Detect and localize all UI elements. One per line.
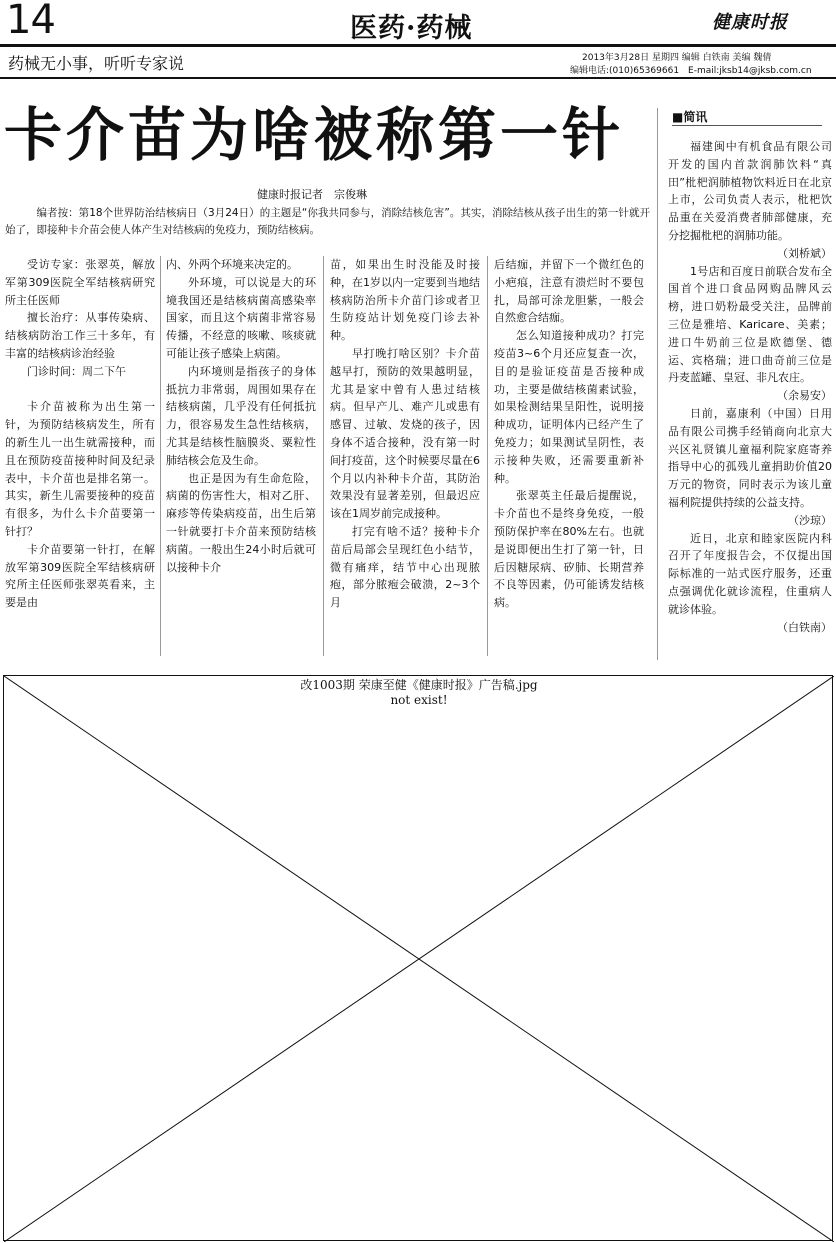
paragraph: 内环境则是指孩子的身体抵抗力非常弱，周围如果存在结核病菌，几乎没有任何抵抗力，很容易发生急性结核病，尤其是结核性脑膜炎、粟粒性肺结核会危及生命。: [166, 364, 316, 467]
article-column-2: [166, 256, 316, 576]
editor-note: 编者按：第18个世界防治结核病日（3月24日）的主题是“你我共同参与，消除结核危害”。其实，消除结核从孩子出生的第一针就开始了，即接种卡介苗会使人体产生对结核病的免疫力，预防结核病。: [5, 207, 650, 236]
paragraph: 早打晚打啥区别？卡介苗越早打，预防的效果越明显，尤其是家中曾有人患过结核病。但早产儿、难产儿或患有感冒、过敏、发烧的孩子，因身体不适合接种，没有第一时间打疫苗，这个时候要尽量在6个月以内补种卡介苗，其防治效果没有显著差别，但最迟应该在1周岁前完成接种。: [330, 346, 480, 521]
article-column-3: [330, 256, 480, 612]
column-divider: [323, 256, 324, 656]
page-number: 14: [6, 0, 55, 43]
brief-author: （余易安）: [777, 389, 832, 403]
expert-info: 受访专家：张翠英，解放军第309医院全军结核病研究所主任医师: [5, 258, 155, 307]
paragraph: 张翠英主任最后提醒说，卡介苗也不是终身免疫，一般预防保护率在80%左右。也就是说即便出生打了第一针，日后因糖尿病、矽肺、长期营养不良等因素，仍可能诱发结核病。: [494, 489, 644, 610]
brief-author: （沙琼）: [788, 513, 832, 527]
brief-author: （白铁南）: [777, 620, 832, 634]
paragraph: 卡介苗被称为出生第一针，为预防结核病发生，所有的新生儿一出生就需接种，而且在预防疫苗接种时间及纪录表中，卡介苗也是排名第一。其实，新生儿需要接种的疫苗有很多，为什么卡介苗要第一针打？: [5, 400, 155, 538]
section-title: 医药·药械: [350, 13, 473, 44]
header-rule: [0, 44, 836, 47]
brief-item: 日前，嘉康利（中国）日用品有限公司携手经销商向北京大兴区礼贤镇儿童福利院家庭寄养指导中心的孤残儿童捐助价值20万元的物资，同时表示为该儿童福利院提供持续的公益支持。: [668, 406, 832, 509]
spacer: [5, 381, 155, 399]
paragraph: 也正是因为有生命危险，病菌的伤害性大，相对乙肝、麻疹等传染病疫苗，出生后第一针就要打卡介苗来预防结核病菌。一般出生24小时后就可以接种卡介: [166, 471, 316, 574]
article-byline: 健康时报记者 宗俊琳: [257, 188, 367, 201]
missing-image-filename: 改1003期 荣康至健《健康时报》广告稿.jpg: [300, 678, 538, 692]
paragraph: 怎么知道接种成功？打完疫苗3~6个月还应复查一次，目的是验证疫苗是否接种成功，主要是做结核菌素试验，如果检测结果呈阳性，说明接种成功，证明体内已经产生了免疫力；如果测试呈阴性，表示接种失败，还需要重新补种。: [494, 329, 644, 485]
news-briefs: [668, 138, 832, 636]
editor-contact: 编辑电话:(010)65369661 E-mail:jksb14@jksb.com.cn: [570, 66, 812, 76]
paragraph: 卡介苗要第一针打，在解放军第309医院全军结核病研究所主任医师张翠英看来，主要是由: [5, 542, 155, 610]
brief-item: 1号店和百度日前联合发布全国首个进口食品网购品牌风云榜，进口奶粉最受关注，品牌前三位是雅培、Karicare、美素；进口牛奶前三位是欧德堡、德运、宾格瑞；进口曲奇前三位是丹麦蓝罐、皇冠、非凡农庄。: [668, 264, 832, 385]
subheader-rule: [0, 77, 836, 79]
paragraph: 外环境，可以说是大的环境我国还是结核病菌高感染率国家，而且这个病菌非常容易传播，不经意的咳嗽、咳痰就可能让孩子感染上病菌。: [166, 275, 316, 360]
column-divider: [487, 256, 488, 656]
section-slogan: 药械无小事，听听专家说: [8, 54, 185, 73]
paragraph: 苗，如果出生时没能及时接种，在1岁以内一定要到当地结核病防治所卡介苗门诊或者卫生防疫站计划免疫门诊去补种。: [330, 258, 480, 343]
expert-specialty: 擅长治疗：从事传染病、结核病防治工作三十多年，有丰富的结核病诊治经验: [5, 311, 155, 360]
clinic-hours: 门诊时间：周二下午: [27, 364, 126, 378]
brief-author: （刘桥斌）: [777, 246, 832, 260]
paragraph: 后结痂，并留下一个微红色的小疤痕，注意有溃烂时不要包扎，局部可涂龙胆紫，一般会自然愈合结痂。: [494, 258, 644, 325]
sidebar-title: ■简讯: [672, 108, 822, 126]
missing-image-status: not exist!: [390, 693, 448, 707]
brief-item: 福建闽中有机食品有限公司开发的国内首款润肺饮料“真田”枇杷润肺植物饮料近日在北京上市，公司负责人表示，枇杷饮品重在关爱消费者肺部健康，充分挖掘枇杷的润肺功能。: [668, 140, 832, 242]
brief-item: 近日，北京和睦家医院内科召开了年度报告会，不仅提出国际标准的一站式医疗服务，还重点强调优化就诊流程，住重病人就诊体验。: [668, 531, 832, 616]
paragraph: 内、外两个环境来决定的。: [166, 258, 298, 271]
article-headline: 卡介苗为啥被称第一针: [4, 101, 625, 169]
missing-image-message: [4, 678, 834, 708]
missing-ad-image-placeholder: [3, 675, 833, 1241]
missing-image-cross-icon: [4, 676, 834, 1242]
paragraph: 打完有啥不适？接种卡介苗后局部会呈现红色小结节，微有痛痒，结节中心出现脓疱，部分脓疱会破溃，2~3个月: [330, 524, 480, 610]
column-divider: [160, 256, 161, 656]
article-column-1: [5, 256, 155, 612]
issue-meta: 2013年3月28日 星期四 编辑 白铁南 美编 魏倩: [582, 53, 772, 63]
article-column-4: [494, 256, 644, 612]
newspaper-logo: 健康时报: [712, 12, 788, 33]
